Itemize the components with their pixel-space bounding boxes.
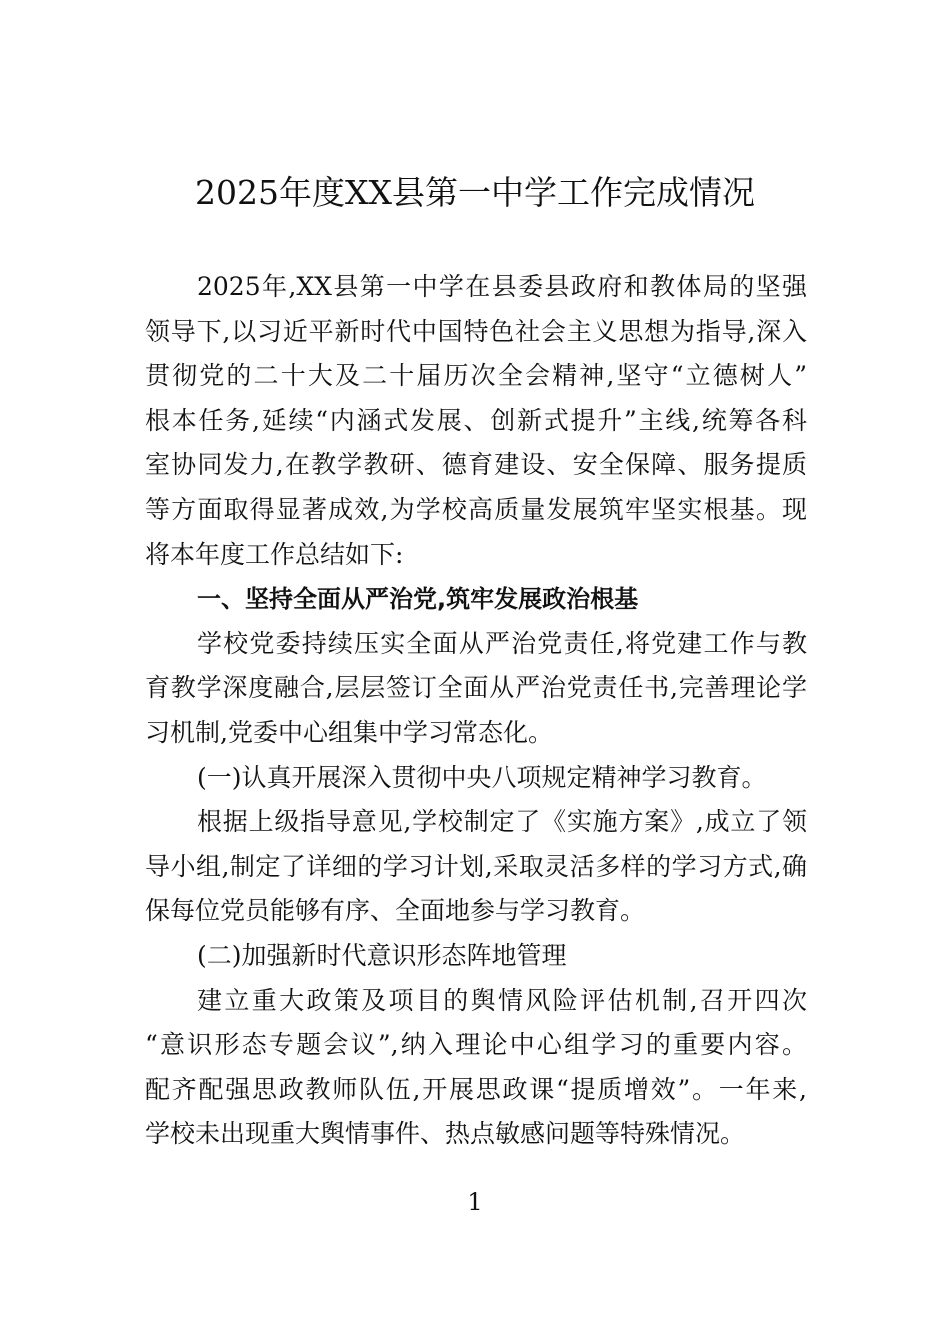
text-line: 保每位党员能够有序、全面地参与学习教育。 [145,896,646,926]
document-body [145,265,807,1157]
page-number: 1 [467,1188,483,1216]
text-line: 贯彻党的二十大及二十届历次全会精神,坚守“立德树人” [145,361,807,391]
text-line: (二)加强新时代意识形态阵地管理 [197,940,567,970]
paragraph [145,265,807,577]
text-line: 习机制,党委中心组集中学习常态化。 [145,717,553,747]
text-line: 根本任务,延续“内涵式发展、创新式提升”主线,统筹各科 [145,405,807,435]
text-line: 等方面取得显著成效,为学校高质量发展筑牢坚实根基。现 [145,494,807,524]
text-line: 室协同发力,在教学教研、德育建设、安全保障、服务提质 [145,450,807,480]
document-title: 2025年度XX县第一中学工作完成情况 [195,173,755,212]
text-line: 配齐配强思政教师队伍,开展思政课“提质增效”。一年来, [145,1074,807,1104]
text-line: 将本年度工作总结如下: [145,539,404,569]
paragraph [145,979,807,1157]
subsection-heading [145,756,807,801]
text-line: 导小组,制定了详细的学习计划,采取灵活多样的学习方式,确 [145,851,807,881]
paragraph [145,622,807,756]
text-line: 育教学深度融合,层层签订全面从严治党责任书,完善理论学 [145,673,807,703]
text-line: 2025年,XX县第一中学在县委县政府和教体局的坚强 [197,272,807,301]
subsection-heading [145,934,807,979]
text-line: 学校未出现重大舆情事件、热点敏感问题等特殊情况。 [145,1119,746,1149]
paragraph [145,800,807,934]
text-line: 学校党委持续压实全面从严治党责任,将党建工作与教 [197,628,807,658]
text-line: “意识形态专题会议”,纳入理论中心组学习的重要内容。 [145,1030,807,1060]
text-line: 建立重大政策及项目的舆情风险评估机制,召开四次 [197,985,807,1015]
text-line: 一、坚持全面从严治党,筑牢发展政治根基 [197,585,639,614]
text-line: 根据上级指导意见,学校制定了《实施方案》,成立了领 [197,807,807,837]
section-heading [145,577,807,622]
text-line: (一)认真开展深入贯彻中央八项规定精神学习教育。 [197,762,767,792]
text-line: 领导下,以习近平新时代中国特色社会主义思想为指导,深入 [145,316,807,346]
